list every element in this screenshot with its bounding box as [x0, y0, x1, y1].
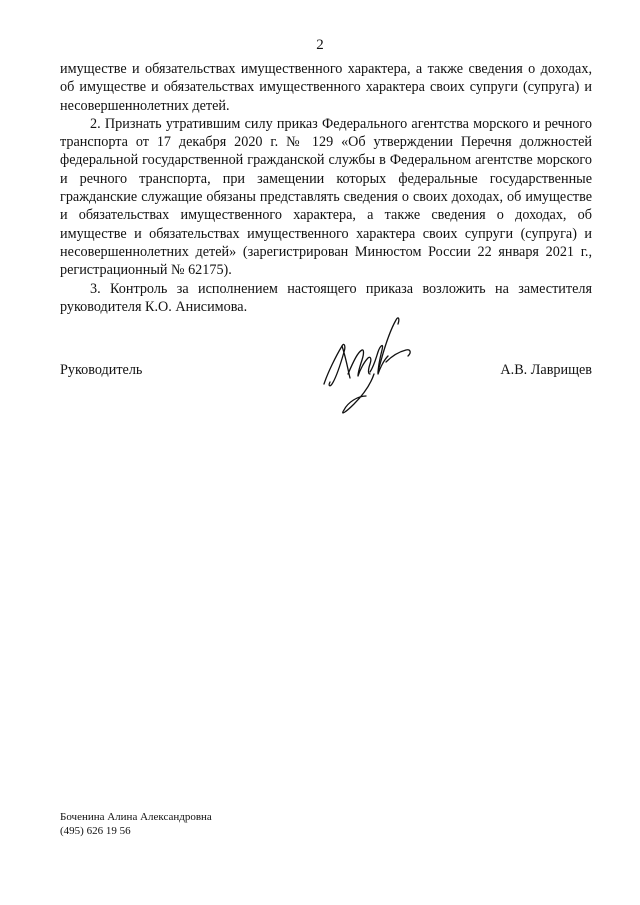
handwritten-signature — [318, 312, 418, 427]
paragraph-continuation: имуществе и обязательствах имущественного характера, а также сведения о доходах, об имуществе и обязательствах имущественного характера своих супруги (супруга) и несовершеннолетних детей. — [60, 61, 592, 114]
document-body — [60, 60, 592, 316]
page-number: 2 — [316, 37, 324, 53]
paragraph-item-2: 2. Признать утратившим силу приказ Федерального агентства морского и речного транспорта от 17 декабря 2020 г. № 129 «Об утверждении Перечня должностей федеральной государственной гражданской службы в Федеральном агентстве морского и речного транспорта, при замещении которых федеральные государственные гражданские служащие обязаны представлять сведения о своих доходах, об имуществе и обязательствах имущественного характера, а также сведения о доходах, об имуществе и обязательствах имущественного характера своих супруги (супруга) и несовершеннолетних детей» (зарегистрирован Минюстом России 22 января 2021 г., регистрационный № 62175). — [60, 115, 592, 279]
signatory-role: Руководитель — [60, 362, 143, 378]
executor-phone: (495) 626 19 56 — [60, 825, 131, 837]
paragraph-item-3: 3. Контроль за исполнением настоящего приказа возложить на заместителя руководителя К.О. Анисимова. — [60, 280, 592, 315]
executor-name: Боченина Алина Александровна — [60, 811, 212, 823]
executor-info — [60, 810, 212, 838]
signatory-name: А.В. Лаврищев — [500, 362, 592, 378]
